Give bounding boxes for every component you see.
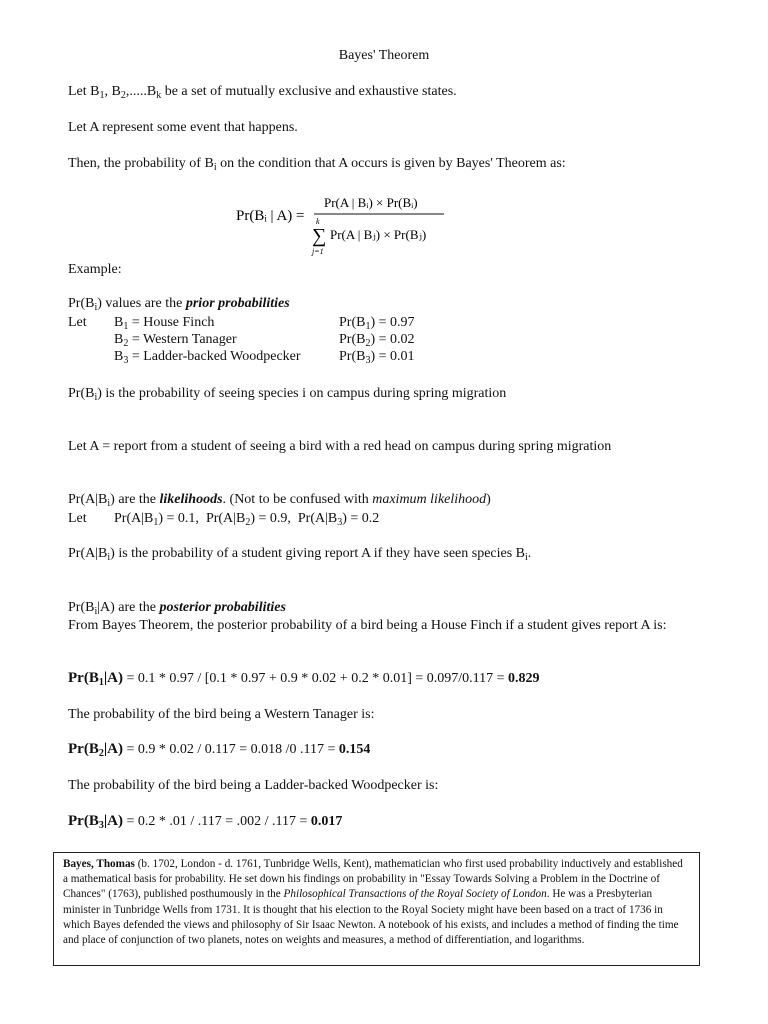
likelihood-values: $Pr(A|B_1) = 0.1$, $Pr(A|B_2) = 0.9$, $Pr(A|B_3) = 0.2$ xyxy=(114,511,380,528)
prior-let: Let xyxy=(68,315,87,330)
prior-note: $Pr(B_i)$ is the probability of seeing species i on campus during spring migration xyxy=(68,386,507,403)
prior-value: $Pr(B_3) = 0.01$ xyxy=(339,349,415,366)
prior-row: $B_2$ = Western Tanager xyxy=(114,332,237,349)
formula-numerator: Pr(A | Bᵢ) × Pr(Bᵢ) xyxy=(324,195,418,210)
likelihood-let: Let xyxy=(68,511,87,526)
intro-theorem-line: Then, the probability of $B_i$ on the condition that A occurs is given by Bayes' Theorem as: xyxy=(68,156,566,173)
posterior-heading: $Pr(B_i|A)$ are the posterior probabilities xyxy=(68,600,286,617)
event-a-definition: Let A = report from a student of seeing a bird with a red head on campus during spring migration xyxy=(68,439,612,454)
example-label: Example: xyxy=(68,262,122,277)
likelihood-heading: $Pr(A|B_i)$ are the likelihoods. (Not to be confused with maximum likelihood) xyxy=(68,492,491,509)
bayes-biography-box xyxy=(53,852,700,966)
bayes-formula xyxy=(236,192,466,258)
formula-denominator: Pr(A | Bⱼ) × Pr(Bⱼ) xyxy=(330,227,427,242)
likelihood-note: $Pr(A|B_i)$ is the probability of a student giving report A if they have seen species $B_i$. xyxy=(68,546,532,563)
prior-row: $B_3$ = Ladder-backed Woodpecker xyxy=(114,349,301,366)
bio-text-cont: . He was a Presbyterian minister in Tunbridge Wells from 1731. It is thought that his election to the Royal Society might have been based on a tract of 1736 in which Bayes defended the views and philosophy of Sir Isaac Newton. A notebook of his exists, and includes a method of finding the time and place of conjunction of two planets, notes on weights and measures, a method of differentiation, and logarithms. xyxy=(63,888,679,947)
bio-journal: Philosophical Transactions of the Royal Society of London xyxy=(283,888,547,901)
posterior-calc-house-finch: $Pr(B_1|A) = 0.1 * 0.97 / [0.1 * 0.97 + 0.9 * 0.02 + 0.2 * 0.01] = 0.097/0.117 = 0.829$ xyxy=(68,670,540,688)
posterior-text-western-tanager: The probability of the bird being a Western Tanager is: xyxy=(68,707,375,722)
intro-states-line: Let $B_1$, $B_2,.....B_k$ be a set of mutually exclusive and exhaustive states. xyxy=(68,84,457,101)
formula-sum-lower: j=1 xyxy=(312,247,324,256)
intro-event-line: Let A represent some event that happens. xyxy=(68,120,298,135)
prior-row: $B_1$ = House Finch xyxy=(114,315,215,332)
posterior-intro: From Bayes Theorem, the posterior probability of a bird being a House Finch if a student gives report A is: xyxy=(68,618,667,633)
bio-text: (b. 1702, London - d. 1761, Tunbridge Wells, Kent), mathematician who first used probability inductively and established a mathematical basis for probability. He set down his findings on probability in "Essay Towards Solving a Problem in the Doctrine of Chances" (1763), published posthumously in the xyxy=(63,858,683,901)
posterior-calc-western-tanager: $Pr(B_2|A) = 0.9 * 0.02 / 0.117 = 0.018$ /0 .117 = 0.154 xyxy=(68,741,371,759)
posterior-text-woodpecker: The probability of the bird being a Ladder-backed Woodpecker is: xyxy=(68,778,439,793)
formula-lhs: Pr(Bᵢ | A) = xyxy=(236,208,305,224)
posterior-calc-woodpecker: $Pr(B_3|A) = 0.2 * .01 / .117 = .002 / .117 = 0.017$ xyxy=(68,813,343,831)
formula-sum-upper: k xyxy=(316,217,320,226)
prior-value: $Pr(B_1) = 0.97$ xyxy=(339,315,415,332)
formula-sum-symbol: ∑ xyxy=(312,225,327,247)
bio-name: Bayes, Thomas xyxy=(63,858,135,870)
prior-heading: $Pr(B_i)$ values are the prior probabilities xyxy=(68,296,290,313)
page-title: Bayes' Theorem xyxy=(338,48,430,63)
prior-value: $Pr(B_2) = 0.02$ xyxy=(339,332,415,349)
